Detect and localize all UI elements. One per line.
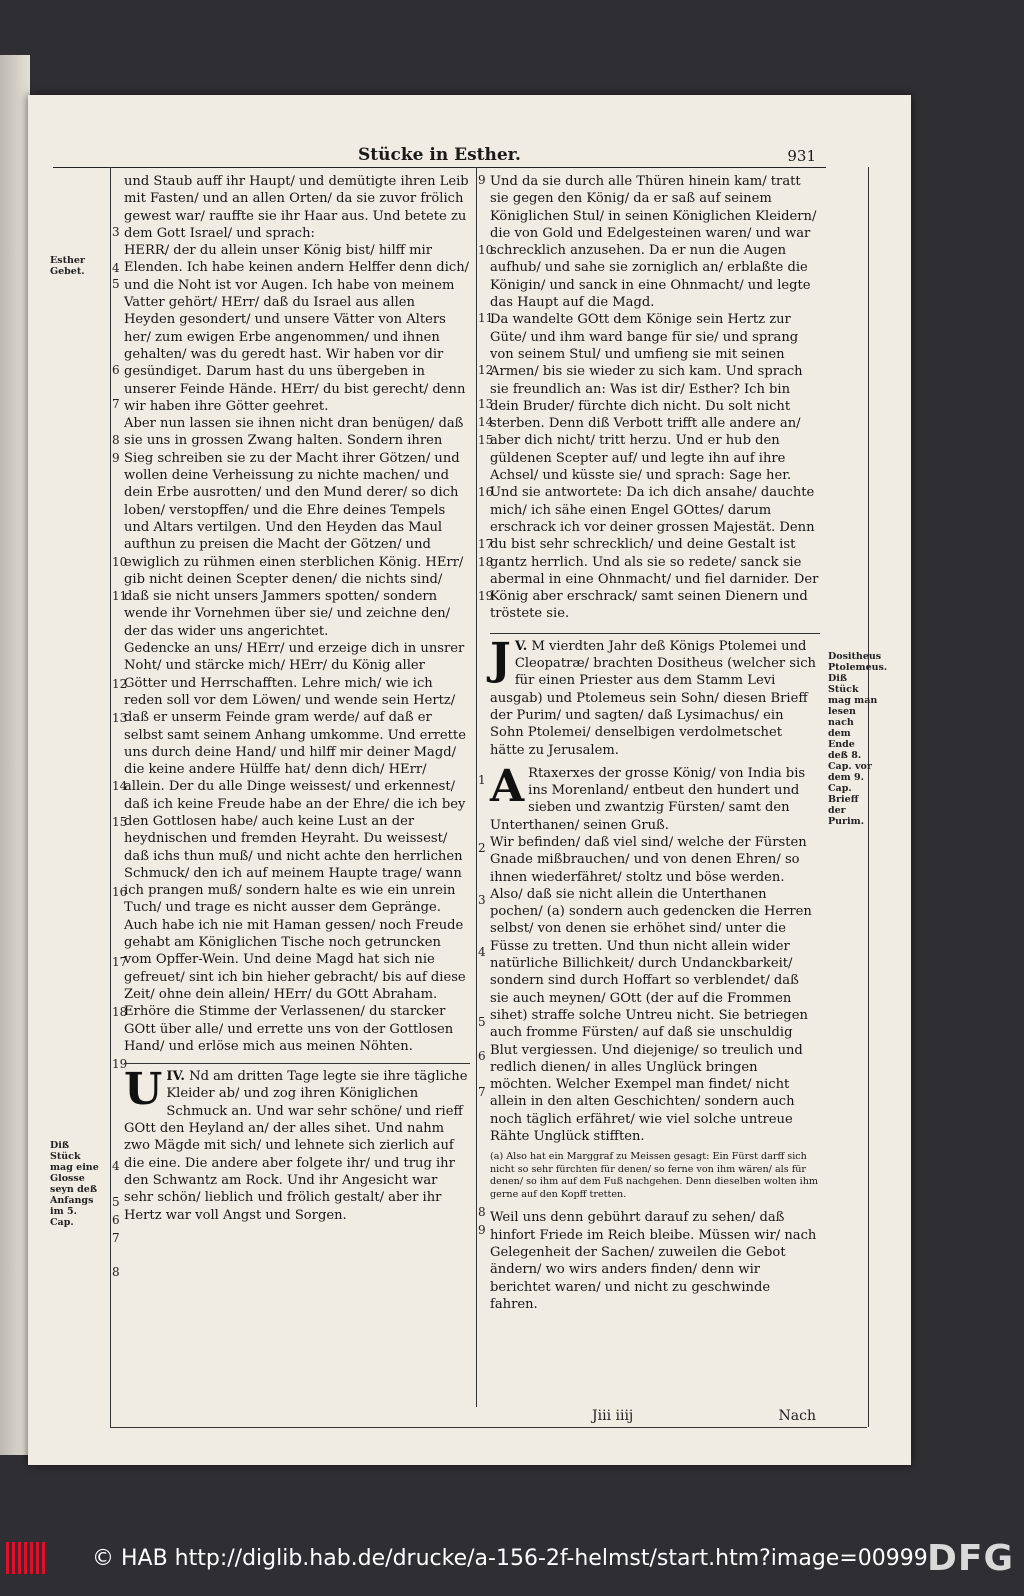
- section-four: [124, 1064, 470, 1224]
- verse-number: 14: [478, 415, 494, 429]
- letter-opening: [490, 760, 820, 834]
- hab-logo-icon: [6, 1542, 46, 1574]
- verse-number: 12: [478, 363, 494, 377]
- book-page: [28, 95, 911, 1465]
- verse-number: 6: [112, 1213, 120, 1227]
- verse-number: 5: [478, 1015, 486, 1029]
- source-attribution-link[interactable]: © HAB http://diglib.hab.de/drucke/a-156-2f-helmst/start.htm?image=00999: [92, 1546, 928, 1571]
- verse-number: 10: [112, 555, 128, 569]
- section-label: IV.: [166, 1069, 185, 1085]
- section-text: Nd am dritten Tage legte sie ihre tägliche Kleider ab/ und zog ihren Königlichen Schmuck an. Und war sehr schöne/ und rieff GOtt den Heyland an/ der alles sihet. Und nahm zwo Mägde mit sich/ und lehnete sich zierlich auf die eine. Die andere aber folgete ihr/ und trug ihr den Schwantz am Rock. Und ihr Angesicht war sehr schön/ lieblich und frölich gestalt/ aber ihr Hertz war voll Angst und Sorgen.: [124, 1069, 468, 1223]
- verse-number: 11: [478, 311, 494, 325]
- bottom-rule: [110, 1427, 867, 1428]
- right-paragraph: Weil uns denn gebührt darauf zu sehen/ daß hinfort Friede im Reich bleibe. Müssen wir/ nach Gelegenheit der Sachen/ zuweilen die Gebot ändern/ wo wirs anders finden/ denn wir berichtet waren/ und nicht zu geschwinde fahren.: [490, 1210, 817, 1312]
- verse-number: 11: [112, 589, 128, 603]
- viewer-footer-bar: [0, 1528, 1024, 1596]
- verse-number: 16: [478, 485, 494, 499]
- previous-page-edge: [0, 55, 30, 1455]
- right-column: [490, 173, 820, 1313]
- verse-number: 17: [478, 537, 494, 551]
- verse-number: 9: [112, 451, 120, 465]
- page-number: 931: [787, 147, 816, 165]
- signature-mark: Jiii iiij: [592, 1408, 634, 1424]
- left-column: [124, 173, 470, 1224]
- letter-text: Rtaxerxes der grosse König/ von India bis ins Morenland/ entbeut den hundert und sieben und zwantzig Fürsten/ samt den Unterthanen/ seinen Gruß.: [490, 765, 806, 833]
- verse-number: 9: [478, 1223, 486, 1237]
- verse-number: 7: [112, 1231, 120, 1245]
- left-paragraph: Aber nun lassen sie ihnen nicht dran benügen/ daß sie uns in grossen Zwang halten. Sondern ihren Sieg schreiben sie zu der Macht ihrer Götzen/ und wollen deine Verheissung zu nichte machen/ und dein Erbe ausrotten/ und den Mund derer/ so dich loben/ verstopffen/ und die Ehre deines Tempels und Altars vertilgen. Und den Heyden das Maul aufthun zu preisen die Macht der Götzen/ und ewiglich zu rühmen einen sterblichen König. HErr/ gib nicht deinen Scepter denen/ die nichts sind/ daß sie nicht unsers Jammers spotten/ sondern wende ihr Vornehmen über sie/ und zeichne den/ der das wider uns angerichtet.: [124, 416, 464, 639]
- section-label: V.: [514, 638, 528, 654]
- verse-number: 7: [112, 397, 120, 411]
- running-title: Stücke in Esther.: [358, 145, 521, 165]
- verse-number: 15: [478, 433, 494, 447]
- verse-number: 13: [112, 711, 128, 725]
- verse-number: 1: [478, 773, 486, 787]
- verse-number: 8: [112, 433, 120, 447]
- section-five: [490, 633, 820, 759]
- verse-number: 17: [112, 955, 128, 969]
- section-rule: [124, 1063, 470, 1064]
- right-paragraph: Da wandelte GOtt dem Könige sein Hertz zur Güte/ und ihm ward bange für sie/ und sprang von seinem Stul/ und umfieng sie mit seinen Armen/ bis sie wieder zu sich kam. Und sprach sie freundlich an: Was ist dir/ Esther? Ich bin dein Bruder/ fürchte dich nicht. Du solt nicht sterben. Denn diß Verbott trifft alle andere an/ aber dich nicht/ tritt herzu. Und er hub den güldenen Scepter auf/ und legte ihn auf ihre Achsel/ und küsste sie/ und sprach: Sage her. Und sie antwortete: Da ich dich ansahe/ dauchte mich/ ich sähe einen Engel GOttes/ darum erschrack ich vor deiner grossen Majestät. Denn du bist sehr schrecklich/ und deine Gestalt ist gantz herrlich. Und als sie so redete/ sanck sie abermal in eine Ohnmacht/ und fiel darnider. Der König aber erschrack/ samt seinen Dienern und tröstete sie.: [490, 312, 819, 622]
- margin-note-dositheus: Dositheus Ptolemeus. Diß Stück mag man lesen nach dem Ende deß 8. Cap. vor dem 9. Cap. Brieff der Purim.: [828, 651, 888, 827]
- dfg-logo: DFG: [926, 1538, 1014, 1579]
- verse-number: 8: [478, 1205, 486, 1219]
- verse-number: 19: [478, 589, 494, 603]
- section-text: M vierdten Jahr deß Königs Ptolemei und Cleopatræ/ brachten Dositheus (welcher sich für einen Priester aus dem Stamm Levi ausgab) und Ptolemeus sein Sohn/ diesen Brieff der Purim/ und sagten/ daß Lysimachus/ ein Sohn Ptolemei/ denselbigen verdolmetschet hätte zu Jerusalem.: [490, 638, 816, 758]
- left-paragraph: HERR/ der du allein unser König bist/ hilff mir Elenden. Ich habe keinen andern Helffer denn dich/ und die Noht ist vor Augen. Ich habe von meinem Vatter gehört/ HErr/ daß du Israel aus allen Heyden gesondert/ und unsere Vätter von Alters her/ zum ewigen Erbe angenommen/ und ihnen gehalten/ was du geredt hast. Wir haben vor dir gesündiget. Darum hast du uns übergeben in unserer Feinde Hände. HErr/ du bist gerecht/ denn wir haben ihre Götter geehret.: [124, 243, 470, 414]
- running-head: [53, 143, 826, 168]
- verse-number: 4: [478, 945, 486, 959]
- verse-number: 3: [478, 893, 486, 907]
- left-paragraph: Gedencke an uns/ HErr/ und erzeige dich in unsrer Noht/ und stärcke mich/ HErr/ du König aller Götter und Herrschafften. Lehre mich/ wie ich reden soll vor dem Löwen/ und wende sein Hertz/ daß er unserm Feinde gram werde/ auf daß er selbst samt seinem Anhang umkomme. Und errette uns durch deine Hand/ und hilff mir deiner Magd/ die keine andere Hülffe hat/ denn dich/ HErr/ allein. Der du alle Dinge weissest/ und erkennest/ daß ich keine Freude habe an der Ehre/ die ich bey den Gottlosen habe/ auch keine Lust an der heydnischen und fremden Heyraht. Du weissest/ daß ichs thun muß/ und nicht achte den herrlichen Schmuck/ den ich auf meinem Haupte trage/ wann ich prangen muß/ sondern halte es wie ein unrein Tuch/ und trage es nicht ausser dem Gepränge. Auch habe ich nie mit Haman gessen/ noch Freude gehabt am Königlichen Tische noch getruncken vom Opffer-Wein. Und deine Magd hat sich nie gefreuet/ sint ich bin hieher gebracht/ bis auf diese Zeit/ ohne dein allein/ HErr/ du GOtt Abraham. Erhöre die Stimme der Verlassenen/ du starcker GOtt über alle/ und errette uns von der Gottlosen Hand/ und erlöse mich aus meinen Nöhten.: [124, 641, 466, 1054]
- verse-number: 16: [112, 885, 128, 899]
- catchword: Nach: [778, 1408, 816, 1424]
- verse-number: 9: [478, 173, 486, 187]
- margin-note-esther-prayer: Esther Gebet.: [50, 255, 85, 277]
- verse-number: 5: [112, 277, 120, 291]
- verse-number: 8: [112, 1265, 120, 1279]
- right-paragraph: Wir befinden/ daß viel sind/ welche der Fürsten Gnade mißbrauchen/ und von denen Ehren/ so ihnen wiederfähret/ stoltz und böse werden. Also/ daß sie nicht allein die Unterthanen pochen/ (a) sondern auch gedencken die Herren selbst/ von denen sie erhöhet sind/ unter die Füsse zu tretten. Und thun nicht allein wider natürliche Billichkeit/ durch Undanckbarkeit/ sondern sind durch Hoffart so verblendet/ daß sie auch meynen/ GOtt (der auf die Frommen sihet) straffe solche Untreu nicht. Sie betriegen auch fromme Fürsten/ auf daß sie unschuldig Blut vergiessen. Und diejenige/ so treulich und redlich dienen/ in alles Unglück bringen möchten. Welcher Exempel man findet/ nicht allein in den alten Geschichten/ sondern auch noch täglich erfähret/ wie viel solche untreue Rähte Unglück stifften.: [490, 834, 812, 1145]
- verse-number: 7: [478, 1085, 486, 1099]
- verse-number: 13: [478, 397, 494, 411]
- verse-number: 14: [112, 779, 128, 793]
- verse-number: 18: [112, 1005, 128, 1019]
- verse-number: 6: [478, 1049, 486, 1063]
- margin-note-glosse: Diß Stück mag eine Glosse seyn deß Anfangs im 5. Cap.: [50, 1140, 99, 1228]
- right-paragraph: Und da sie durch alle Thüren hinein kam/ tratt sie gegen den König/ da er saß auf seinem Königlichen Stul/ in seinen Königlichen Kleidern/ die von Gold und Edelgesteinen waren/ und war schrecklich anzusehen. Da er nun die Augen aufhub/ und sahe sie zorniglich an/ erblaßte die Königin/ und sanck in eine Ohnmacht/ und legte das Haupt auf die Magd.: [490, 174, 817, 311]
- verse-number: 19: [112, 1057, 128, 1071]
- verse-number: 3: [112, 225, 120, 239]
- verse-number: 6: [112, 363, 120, 377]
- verse-number: 5: [112, 1195, 120, 1209]
- verse-number: 18: [478, 555, 494, 569]
- column-divider: [476, 167, 477, 1407]
- drop-cap: J: [490, 633, 511, 685]
- verse-number: 15: [112, 815, 128, 829]
- verse-number: 4: [112, 261, 120, 275]
- section-rule: [490, 633, 820, 634]
- left-paragraph: und Staub auff ihr Haupt/ und demütigte ihren Leib mit Fasten/ und an allen Orten/ da sie zuvor frölich gewest war/ rauffte sie ihr Haar aus. Und betete zu dem Gott Israel/ und sprach:: [124, 174, 469, 241]
- verse-number: 4: [112, 1159, 120, 1173]
- footnote: (a) Also hat ein Marggraf zu Meissen gesagt: Ein Fürst darff sich nicht so sehr fürchten für denen/ so ferne von ihm wären/ als für denen/ so ihm auf dem Fuß nachgehen. Denn dieselben wolten ihm gerne auf den Kopff tretten.: [490, 1151, 818, 1200]
- drop-cap: A: [490, 760, 525, 812]
- drop-cap: U: [124, 1064, 163, 1116]
- verse-number: 12: [112, 677, 128, 691]
- verse-number: 2: [478, 841, 486, 855]
- verse-number: 10: [478, 243, 494, 257]
